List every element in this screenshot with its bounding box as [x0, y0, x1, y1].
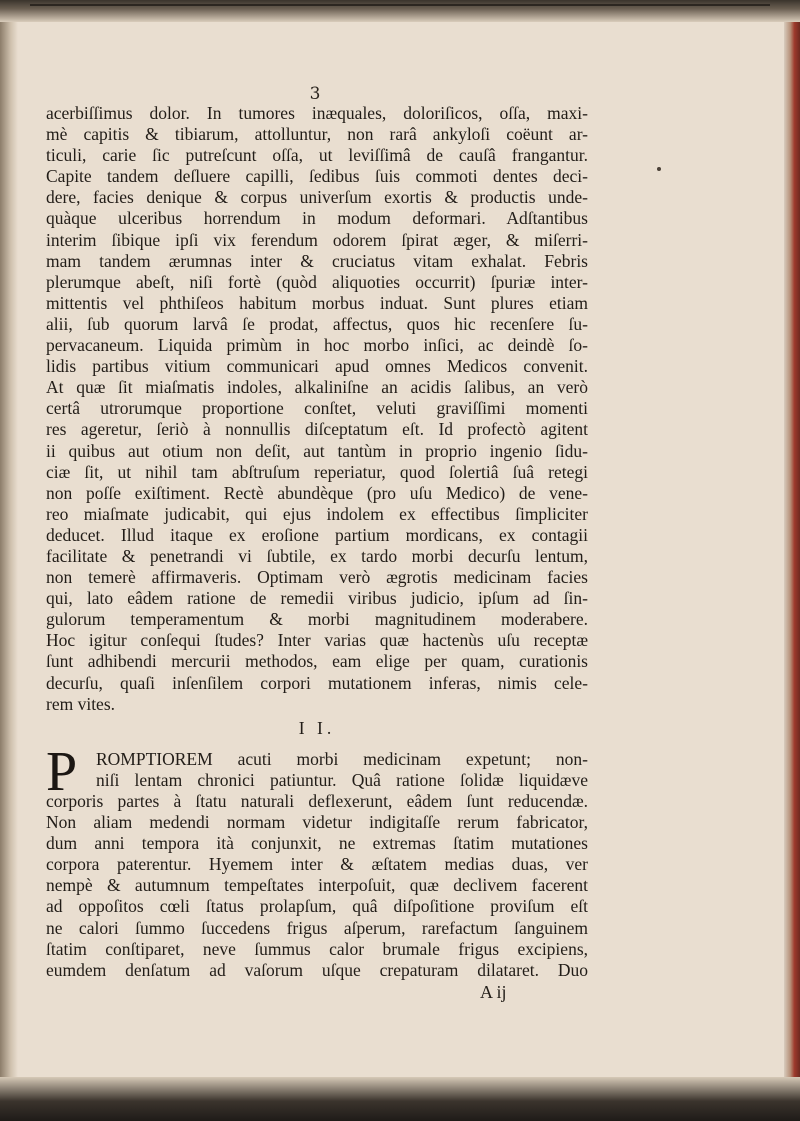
text-line: rem vites.	[46, 693, 116, 714]
body-text	[46, 103, 588, 981]
text-line: acerbiſſimus dolor. In tumores inæquales, doloriſicos, oſſa, maxi-	[46, 103, 588, 123]
text-line: ne calori ſummo ſuccedens frigus aſperum, rarefactum ſanguinem	[46, 917, 588, 938]
drop-cap: P	[46, 740, 78, 803]
section-heading: I I.	[298, 717, 336, 738]
page-number: 3	[309, 84, 321, 104]
text-line: qui, lato eâdem ratione de remedii viribus judicio, ipſum ad ſin-	[46, 588, 588, 609]
text-line: nempè & autumnum tempeſtates interpoſuit, quæ declivem facerent	[46, 875, 588, 896]
book-spine-shadow	[0, 0, 18, 1121]
paragraph-two-opening	[46, 749, 588, 791]
text-line: non poſſe exiſtiment. Rectè abundèque (pro uſu Medico) de vene-	[46, 482, 588, 503]
paragraph-two	[46, 740, 588, 981]
text-line: decurſu, quaſi inſenſilem corpori mutationem inferas, nimis cele-	[46, 672, 588, 693]
text-line: ad oppoſitos cœli ſtatus prolapſum, quâ diſpoſitione proviſum eſt	[46, 896, 588, 917]
text-line: res ageretur, ſeriò à nonnullis diſceptatum eſt. Id profectò agitent	[46, 419, 588, 440]
text-line: ſunt adhibendi mercurii methodos, eam elige per quam, curationis	[46, 651, 588, 672]
text-line: Capite tandem deſluere capilli, ſedibus ſuis commoti dentes deci-	[46, 166, 588, 187]
text-line: eumdem denſatum ad vaſorum uſque crepaturam dilataret. Duo	[46, 959, 588, 980]
text-line: mè capitis & tibiarum, attolluntur, non rarâ ankyloſi coëunt ar-	[46, 124, 588, 145]
page-bottom-edge	[0, 1077, 800, 1121]
text-line: ROMPTIOREM acuti morbi medicinam expetunt; non-	[96, 748, 588, 769]
text-line: pervacaneum. Liquida primùm in hoc morbo inſici, ac deindè ſo-	[46, 335, 588, 356]
text-line: niſi lentam chronici patiuntur. Quâ ratione ſolidæ liquidæve	[96, 769, 588, 790]
text-line: ticuli, carie ſic putreſcunt oſſa, ut leviſſimâ de cauſâ frangantur.	[46, 145, 588, 166]
ink-spot	[657, 167, 661, 171]
text-line: deducet. Illud itaque ex eroſione partium mordicans, ex contagii	[46, 524, 588, 545]
text-line: certâ utrorumque proportione conſtet, veluti graviſſimi momenti	[46, 398, 588, 419]
text-line: gulorum temperamentum & morbi magnitudinem moderabere.	[46, 609, 588, 630]
text-line: lidis partibus vitium communicari apud omnes Medicos convenit.	[46, 356, 588, 377]
text-line: quàque ulceribus horrendum in modum deformari. Adſtantibus	[46, 208, 588, 229]
text-line: ii quibus aut otium non deſit, aut tantùm in proprio ingenio ſidu-	[46, 440, 588, 461]
text-line: mam tandem ærumnas inter & cruciatus vitam exhalat. Febris	[46, 250, 588, 271]
text-line: reo miaſmate judicabit, qui ejus indolem ex effectibus ſimpliciter	[46, 503, 588, 524]
paragraph-one	[46, 103, 588, 715]
text-line: interim ſibique ipſi vix ferendum odorem ſpirat æger, & miſerri-	[46, 229, 588, 250]
text-line: corpora paterentur. Hyemem inter & æſtatem medias duas, ver	[46, 854, 588, 875]
text-line: alii, ſub quorum larvâ ſe prodat, affectus, quos hic recenſere ſu-	[46, 313, 588, 334]
text-line: facilitate & penetrandi vi ſubtile, ex tardo morbi decurſu lentum,	[46, 545, 588, 566]
text-line: ſtatim conſtiparet, neve ſummus calor brumale frigus excipiens,	[46, 938, 588, 959]
signature-mark: A ij	[480, 982, 507, 1002]
text-line: dum anni tempora ità conjunxit, ne extremas ſtatim mutationes	[46, 833, 588, 854]
page-right-edge	[784, 22, 800, 1082]
text-line: non temerè affirmaveris. Optimam verò ægrotis medicinam facies	[46, 567, 588, 588]
text-line: Non aliam medendi normam videtur indigitaſſe rerum fabricator,	[46, 812, 588, 833]
text-line: ciæ ſit, ut nihil tam abſtruſum reperiatur, quod ſolertiâ ſuâ retegi	[46, 461, 588, 482]
text-line: corporis partes à ſtatu naturali deflexerunt, eâdem ſunt reducendæ.	[46, 791, 588, 811]
text-line: dere, facies denique & corpus univerſum exortis & productis unde-	[46, 187, 588, 208]
text-line: At quæ ſit miaſmatis indoles, alkaliniſne an acidis ſalibus, an verò	[46, 377, 588, 398]
paragraph-two-body	[46, 791, 588, 981]
page-top-rule	[30, 4, 770, 6]
text-line: Hoc igitur conſequi ſtudes? Inter varias quæ hactenùs uſu receptæ	[46, 630, 588, 651]
text-line: mittentis vel phthiſeos habitum morbus induat. Sunt plures etiam	[46, 292, 588, 313]
text-line: plerumque abeſt, niſi fortè (quòd aliquoties occurrit) ſpuriæ inter-	[46, 271, 588, 292]
